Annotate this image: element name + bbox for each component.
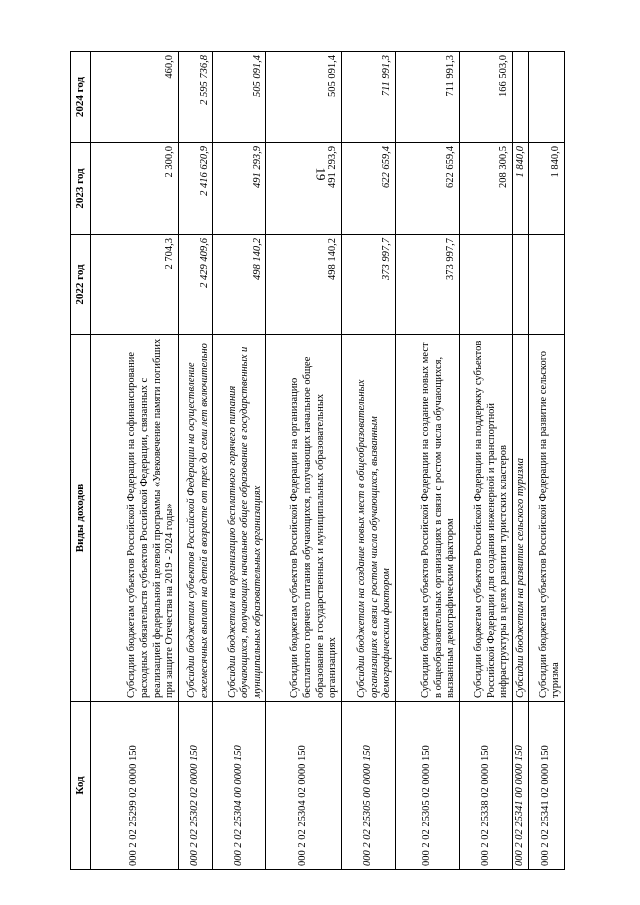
row-value-2023: 2 416 620,9 [178,143,213,235]
row-value-2023: 622 659,4 [341,143,395,235]
row-value-2024: 711 991,3 [395,52,459,143]
row-value-2024: 460,0 [91,52,179,143]
row-name: Субсидии бюджетам субъектов Российской Федерации на осуществление ежемесячных выплат на детей в возрасте от трех до семи лет включительно [178,335,213,702]
row-code: 000 2 02 25341 00 0000 150 [513,702,529,870]
row-value-2023: 2 300,0 [91,143,179,235]
row-value-2023: 1 840,0 [529,143,565,235]
table-row [529,52,565,870]
row-value-2023: 1 840,0 [513,143,529,235]
row-value-2023: 491 293,9 [266,143,341,235]
row-name: Субсидии бюджетам субъектов Российской Федерации на софинансирование расходных обязательств субъектов Российской Федерации, связанных с реализацией федеральной целевой программы «Увековечение памяти погибших при защите Отечества на 2019 - 2024 годы» [91,335,179,702]
table-row [341,52,395,870]
row-value-2022 [460,235,513,335]
table-body [91,52,565,870]
header-name: Виды доходов [71,335,91,702]
row-value-2022: 373 997,7 [395,235,459,335]
table-row [91,52,179,870]
row-name: Субсидии бюджетам субъектов Российской Федерации на создание новых мест в общеобразовательных организациях в связи с ростом числа обучающихся, вызванным демографическим фактором [395,335,459,702]
row-value-2022: 373 997,7 [341,235,395,335]
header-code: Код [71,702,91,870]
row-value-2022 [529,235,565,335]
row-value-2023: 208 300,5 [460,143,513,235]
row-code: 000 2 02 25302 02 0000 150 [178,702,213,870]
row-name: Субсидии бюджетам субъектов Российской Федерации на организацию бесплатного горячего питания обучающихся, получающих начальное общее образование в государственных и муниципальных образовательных организациях [266,335,341,702]
row-name: Субсидии бюджетам субъектов Российской Федерации на поддержку субъектов Российской Федерации для создания инженерной и транспортной инфраструктуры в целях развития туристских кластеров [460,335,513,702]
table-row [513,52,529,870]
row-name: Субсидии бюджетам на создание новых мест в общеобразовательных организациях в связи с ростом числа обучающихся, вызванным демографическим фактором [341,335,395,702]
revenue-table [70,51,565,870]
row-value-2022: 498 140,2 [213,235,266,335]
header-2024: 2024 год [71,52,91,143]
rotated-table-container [70,52,565,870]
row-value-2024: 2 595 736,8 [178,52,213,143]
row-value-2024: 505 091,4 [213,52,266,143]
row-name: Субсидии бюджетам на организацию бесплатного горячего питания обучающихся, получающих начальное общее образование в государственных и муниципальных образовательных организациях [213,335,266,702]
table-row [395,52,459,870]
header-2023: 2023 год [71,143,91,235]
row-code: 000 2 02 25305 02 0000 150 [395,702,459,870]
row-value-2024 [529,52,565,143]
row-value-2022: 498 140,2 [266,235,341,335]
row-code: 000 2 02 25305 00 0000 150 [341,702,395,870]
row-name: Субсидии бюджетам субъектов Российской Федерации на развитие сельского туризма [529,335,565,702]
row-code: 000 2 02 25304 02 0000 150 [266,702,341,870]
row-value-2022 [513,235,529,335]
table-row [460,52,513,870]
table-row [213,52,266,870]
row-value-2023: 491 293,9 [213,143,266,235]
row-name: Субсидии бюджетам на развитие сельского туризма [513,335,529,702]
table-row [178,52,213,870]
row-code: 000 2 02 25304 00 0000 150 [213,702,266,870]
row-code: 000 2 02 25338 02 0000 150 [460,702,513,870]
row-value-2023: 622 659,4 [395,143,459,235]
row-value-2024 [513,52,529,143]
table-row [266,52,341,870]
row-value-2024: 166 503,0 [460,52,513,143]
row-value-2022: 2 429 409,6 [178,235,213,335]
row-value-2022: 2 704,3 [91,235,179,335]
row-code: 000 2 02 25341 02 0000 150 [529,702,565,870]
row-code: 000 2 02 25299 02 0000 150 [91,702,179,870]
row-value-2024: 711 991,3 [341,52,395,143]
header-2022: 2022 год [71,235,91,335]
page-number: 19 [313,167,329,181]
row-value-2024: 505 091,4 [266,52,341,143]
